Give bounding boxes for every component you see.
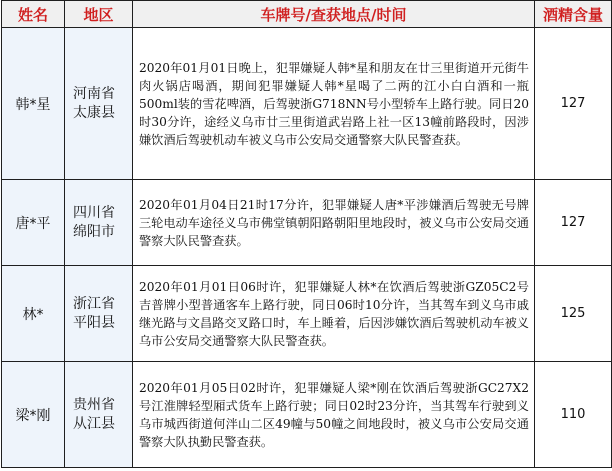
dui-case-table: [1, 0, 612, 468]
case-detail: 2020年01月05日02时许，犯罪嫌疑人梁*刚在饮酒后驾驶浙GC27X2号江淮牌轻型厢式货车上路行驶；同日02时23分许，当其驾车行驶到义乌市城西街道何泮山二区49幢与50幢之间地段时，被义乌市公安局交通警察大队执勤民警查获。: [133, 362, 535, 468]
column-header-detail: 车牌号/查获地点/时间: [133, 1, 535, 28]
suspect-name: 梁*刚: [2, 362, 65, 468]
suspect-region: [65, 266, 133, 362]
table-header-row: [2, 1, 612, 28]
case-detail: 2020年01月04日21时17分许，犯罪嫌疑人唐*平涉嫌酒后驾驶无号牌三轮电动车途径义乌市佛堂镇朝阳路朝阳里地段时，被义乌市公安局交通警察大队民警查获。: [133, 180, 535, 266]
region-province: 四川省: [73, 204, 115, 221]
column-header-bac: 酒精含量: [535, 1, 612, 28]
region-province: 河南省: [73, 85, 115, 102]
table-row: [2, 362, 612, 468]
alcohol-content: 125: [535, 266, 612, 362]
suspect-region: [65, 28, 133, 180]
suspect-name: 林*: [2, 266, 65, 362]
table-row: [2, 266, 612, 362]
suspect-region: [65, 180, 133, 266]
case-detail: 2020年01月01日06时许，犯罪嫌疑人林*在饮酒后驾驶浙GZ05C2号吉普牌小型普通客车上路行驶，同日06时10分许，当其驾车到义乌市戚继光路与文昌路交叉路口时，车上睡着，后因涉嫌饮酒后驾驶机动车被义乌市公安局交通警察大队民警查获。: [133, 266, 535, 362]
alcohol-content: 127: [535, 180, 612, 266]
table-row: [2, 28, 612, 180]
region-county: 平阳县: [73, 314, 115, 331]
region-county: 从江县: [73, 415, 115, 432]
region-province: 浙江省: [73, 295, 115, 312]
column-header-name: 姓名: [2, 1, 65, 28]
case-detail: 2020年01月01日晚上，犯罪嫌疑人韩*星和朋友在廿三里街道开元街牛肉火锅店喝酒，期间犯罪嫌疑人韩*星喝了二两的江小白白酒和一瓶500ml装的雪花啤酒，后驾驶浙G718NN号小型轿车上路行驶。同日20时30分许，途经义乌市廿三里街道武岩路上社一区13幢前路段时，因涉嫌饮酒后驾驶机动车被义乌市公安局交通警察大队民警查获。: [133, 28, 535, 180]
column-header-region: 地区: [65, 1, 133, 28]
suspect-name: 韩*星: [2, 28, 65, 180]
suspect-region: [65, 362, 133, 468]
alcohol-content: 127: [535, 28, 612, 180]
table-row: [2, 180, 612, 266]
region-county: 太康县: [73, 104, 115, 121]
region-county: 绵阳市: [73, 223, 115, 240]
suspect-name: 唐*平: [2, 180, 65, 266]
alcohol-content: 110: [535, 362, 612, 468]
region-province: 贵州省: [73, 396, 115, 413]
